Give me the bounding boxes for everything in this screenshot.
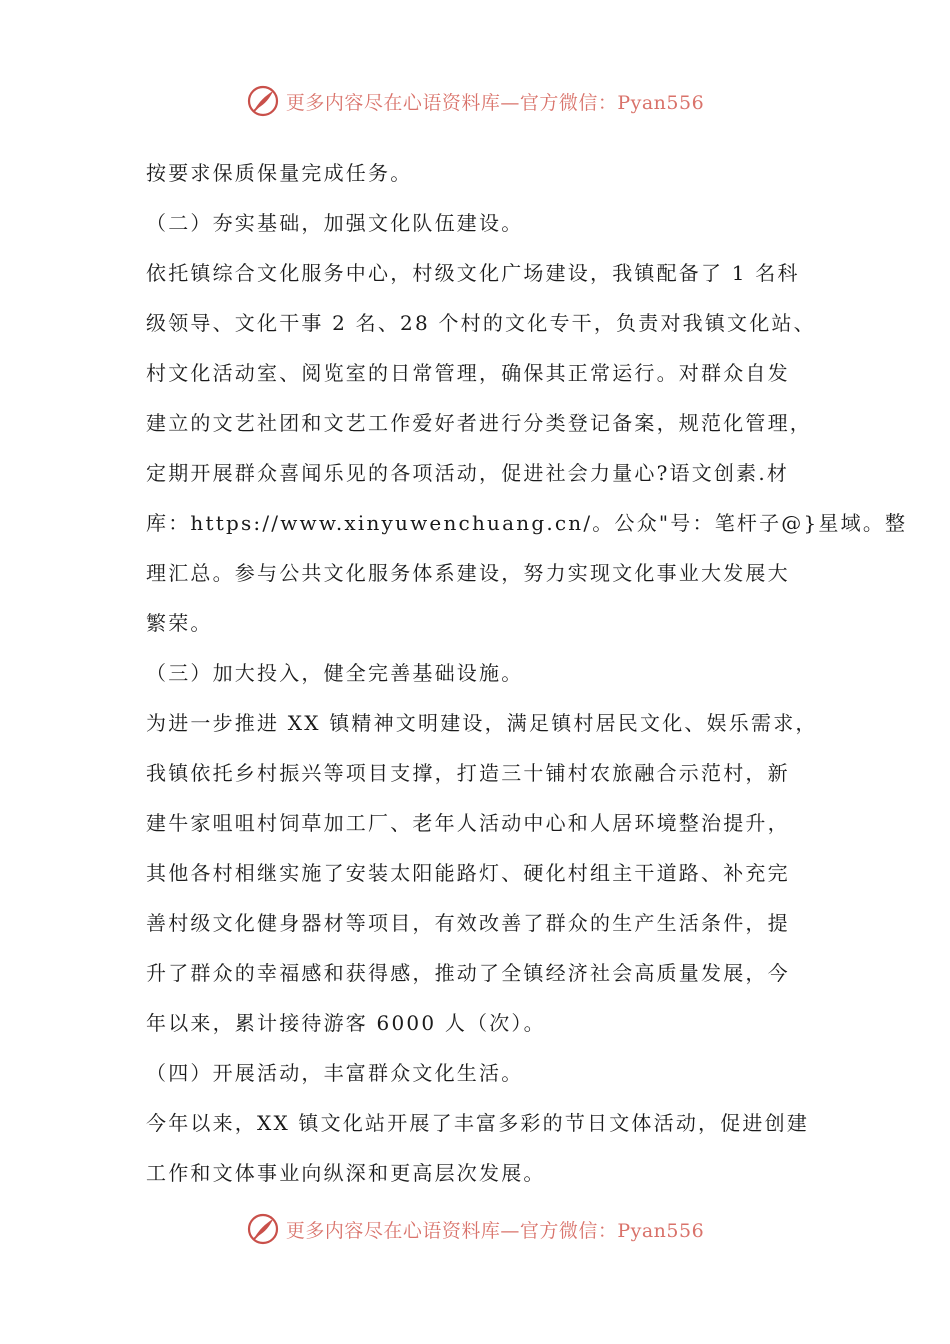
text-line: 级领导、文化干事 2 名、28 个村的文化专干，负责对我镇文化站、: [146, 311, 816, 335]
quill-logo-icon: [246, 1212, 280, 1246]
footer-watermark: [0, 1212, 950, 1246]
text-line: 年以来，累计接待游客 6000 人（次）。: [146, 1011, 546, 1035]
text-line: 村文化活动室、阅览室的日常管理，确保其正常运行。对群众自发: [146, 361, 790, 385]
text-line: 繁荣。: [146, 611, 213, 635]
text-line: （四）开展活动，丰富群众文化生活。: [146, 1061, 524, 1085]
text-line: 为进一步推进 XX 镇精神文明建设，满足镇村居民文化、娱乐需求，: [146, 711, 818, 735]
text-line: 其他各村相继实施了安装太阳能路灯、硬化村组主干道路、补充完: [146, 861, 790, 885]
watermark-text: 更多内容尽在心语资料库—官方微信：Pyan556: [285, 91, 705, 114]
text-line: 按要求保质保量完成任务。: [146, 161, 413, 185]
text-line: 我镇依托乡村振兴等项目支撑，打造三十铺村农旅融合示范村，新: [146, 761, 790, 785]
text-line: 今年以来，XX 镇文化站开展了丰富多彩的节日文体活动，促进创建: [146, 1111, 810, 1135]
text-line: 善村级文化健身器材等项目，有效改善了群众的生产生活条件，提: [146, 911, 790, 935]
text-line: 建立的文艺社团和文艺工作爱好者进行分类登记备案，规范化管理，: [146, 411, 812, 435]
header-watermark: [0, 84, 950, 118]
quill-logo-icon: [246, 84, 280, 118]
text-line: 工作和文体事业向纵深和更高层次发展。: [146, 1161, 546, 1185]
watermark-text: 更多内容尽在心语资料库—官方微信：Pyan556: [285, 1219, 705, 1242]
text-line: （二）夯实基础，加强文化队伍建设。: [146, 211, 524, 235]
text-line: 升了群众的幸福感和获得感，推动了全镇经济社会高质量发展，今: [146, 961, 790, 985]
text-line: （三）加大投入，健全完善基础设施。: [146, 661, 524, 685]
text-line: 定期开展群众喜闻乐见的各项活动，促进社会力量心?语文创素.材: [146, 461, 790, 485]
text-line: 依托镇综合文化服务中心，村级文化广场建设，我镇配备了 1 名科: [146, 261, 800, 285]
document-body: [146, 148, 908, 1198]
text-line: 库：https://www.xinyuwenchuang.cn/。公众"号：笔杆子@}星域。整: [146, 511, 908, 535]
text-line: 理汇总。参与公共文化服务体系建设，努力实现文化事业大发展大: [146, 561, 790, 585]
text-line: 建牛家咀咀村饲草加工厂、老年人活动中心和人居环境整治提升，: [146, 811, 790, 835]
